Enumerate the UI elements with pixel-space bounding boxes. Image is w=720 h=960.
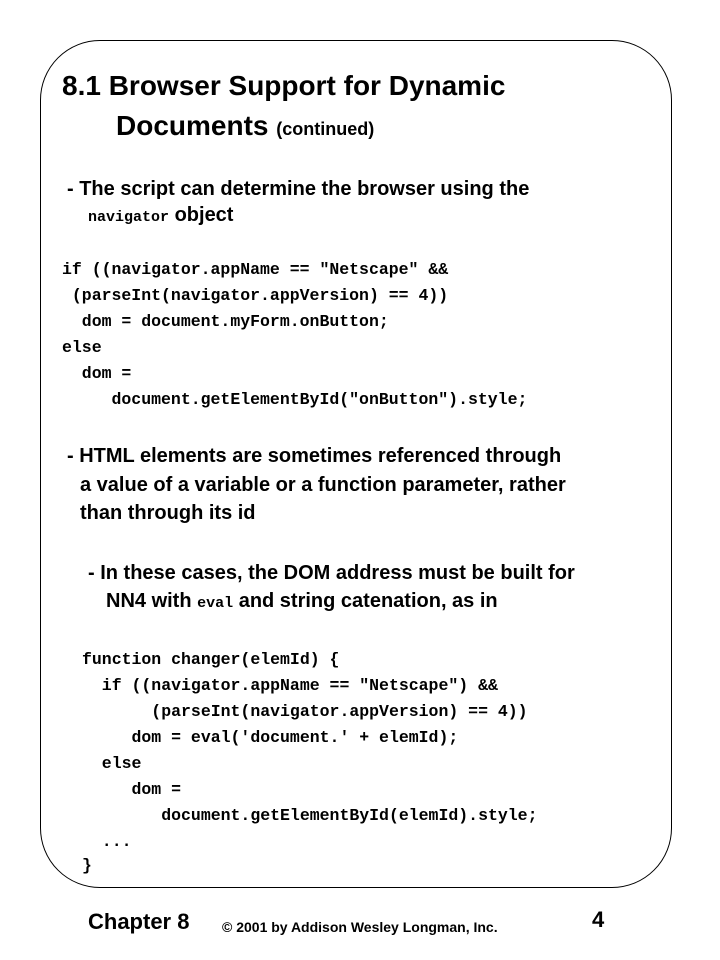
code-2-line: document.getElementById(elemId).style; [82,806,538,825]
title-line-2 [116,110,374,142]
code-2-line: dom = eval('document.' + elemId); [82,728,459,747]
bullet-2-line-2: a value of a variable or a function parameter, rather [80,474,566,496]
bullet-1-line-1: - The script can determine the browser using the [67,178,530,200]
bullet-3-line-1: - In these cases, the DOM address must be built for [88,562,575,584]
code-2-line: (parseInt(navigator.appVersion) == 4)) [82,702,528,721]
code-1-line: else [62,338,102,357]
title-word: Documents [116,110,269,141]
code-1-line: document.getElementById("onButton").style; [62,390,528,409]
bullet-3-pre: NN4 with [106,590,198,612]
title-line-1: 8.1 Browser Support for Dynamic [62,70,506,101]
footer-copyright: © 2001 by Addison Wesley Longman, Inc. [222,919,498,935]
code-2-line: ... [82,832,132,851]
code-2-line: else [82,754,142,773]
code-1-line: dom = document.myForm.onButton; [62,312,389,331]
code-2-line: if ((navigator.appName == "Netscape") && [82,676,498,695]
bullet-1-line-2 [88,204,233,227]
footer-chapter: Chapter 8 [88,909,190,934]
code-2-line: dom = [82,780,182,799]
eval-code: eval [197,595,234,612]
code-2-line: } [82,856,92,875]
page-number: 4 [592,907,605,932]
title-continued: (continued) [276,119,375,139]
bullet-2-line-1: - HTML elements are sometimes referenced through [67,445,562,467]
bullet-3-post: and string catenation, as in [233,590,498,612]
code-2-line: function changer(elemId) { [82,650,340,669]
code-1-line: if ((navigator.appName == "Netscape" && [62,260,449,279]
code-1-line: (parseInt(navigator.appVersion) == 4)) [62,286,449,305]
navigator-code: navigator [88,209,170,226]
code-1-line: dom = [62,364,132,383]
bullet-2-line-3: than through its id [80,502,256,524]
bullet-1-rest: object [169,204,234,226]
bullet-3-line-2 [106,590,498,613]
